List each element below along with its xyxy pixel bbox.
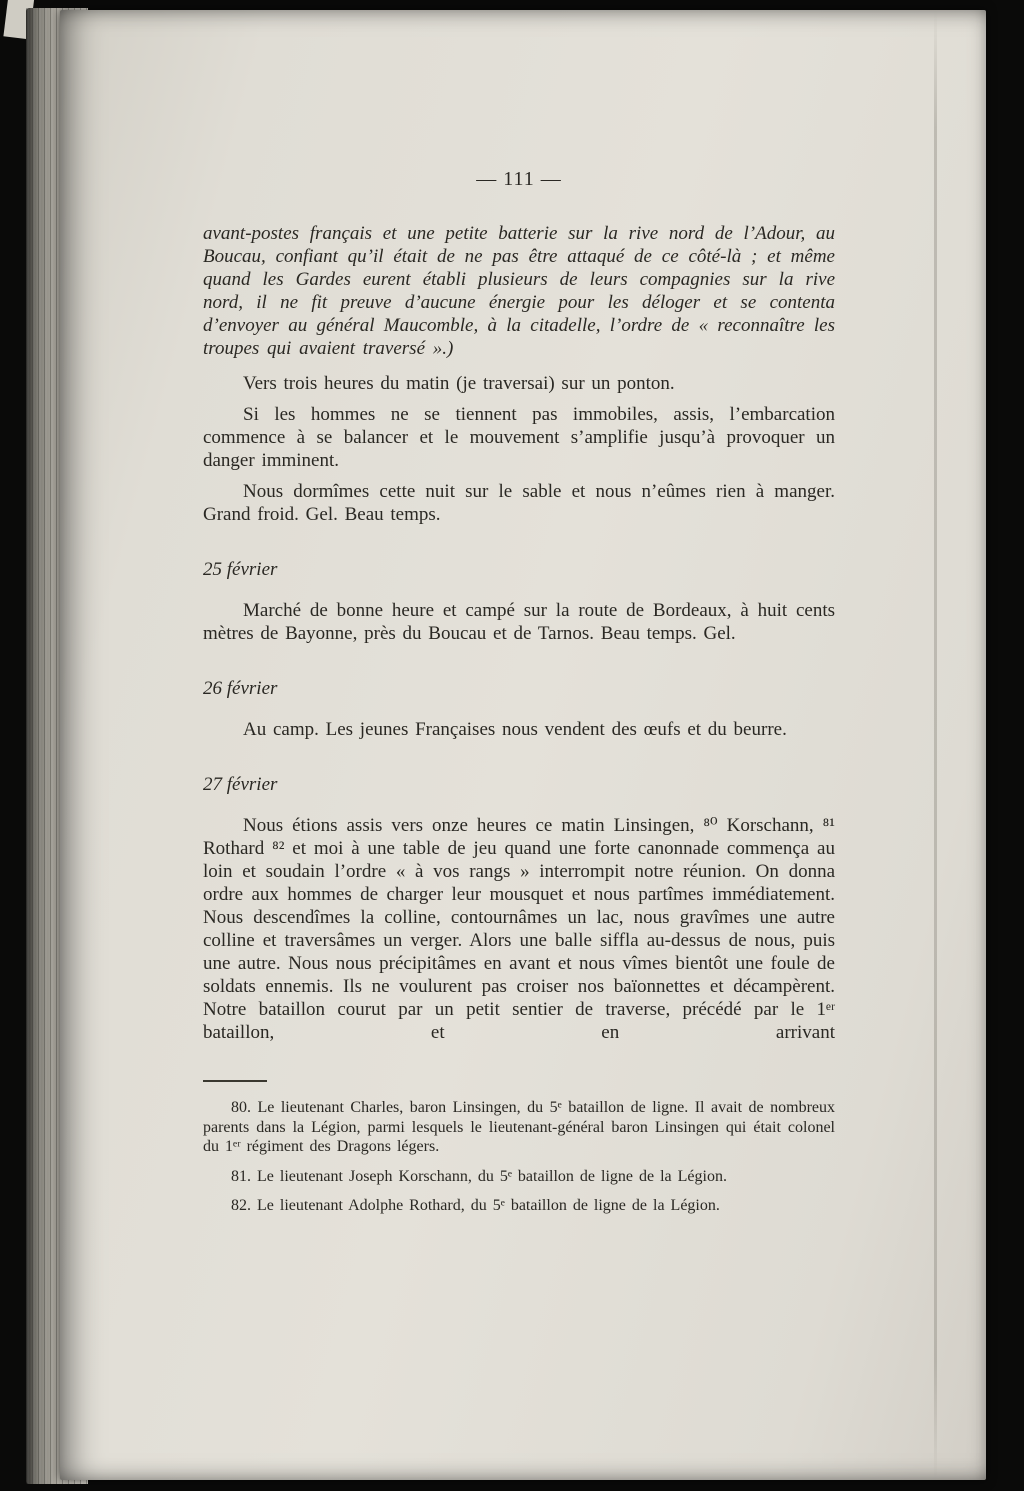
date-heading-26-fevrier: 26 février — [203, 678, 278, 699]
footnote-separator-rule — [203, 1080, 267, 1082]
body-paragraph: Nous étions assis vers onze heures ce matin Linsingen, ⁸⁰ Korschann, ⁸¹ Rothard ⁸² et moi à une table de jeu quand une forte canonnade commença au loin et soudain l’ordre « à vos rangs » interrompit notre réunion. On donna ordre aux hommes de charger leur mousquet et nous partîmes immédiatement. Nous descendîmes la colline, contournâmes un lac, nous gravîmes une autre colline et traversâmes un verger. Alors une balle siffla au-dessus de nous, puis une autre. Nous nous précipitâmes en avant et nous vîmes bientôt une foule de soldats ennemis. Ils ne voulurent pas croiser nos baïonnettes et décampèrent. Notre bataillon courut par un petit sentier de traverse, précédé par le 1ᵉʳ bataillon, et en arrivant — [203, 815, 835, 1043]
body-paragraph: Au camp. Les jeunes Françaises nous vendent des œufs et du beurre. — [243, 719, 787, 740]
body-paragraph: Marché de bonne heure et campé sur la route de Bordeaux, à huit cents mètres de Bayonne, près du Boucau et de Tarnos. Beau temps. Gel. — [203, 600, 835, 644]
book-page — [60, 10, 986, 1480]
footnotes-section — [203, 1080, 835, 1216]
page-number: — 111 — — [476, 168, 562, 190]
quote-continuation-paragraph: avant-postes français et une petite batterie sur la rive nord de l’Adour, au Boucau, confiant qu’il était de ne pas être attaqué de ce côté-là ; et même quand les Gardes eurent établi plusieurs de leurs compagnies sur la rive nord, il ne fit preuve d’aucune énergie pour les déloger et se contenta d’envoyer au général Maucomble, à la citadelle, l’ordre de « reconnaître les troupes qui avaient traversé ».) — [203, 223, 835, 359]
date-heading-27-fevrier: 27 février — [203, 774, 278, 795]
footnote-80: 80. Le lieutenant Charles, baron Linsingen, du 5ᵉ bataillon de ligne. Il avait de nombreux parents dans la Légion, parmi lesquels le lieutenant-général baron Linsingen qui était colonel du 1ᵉʳ régiment des Dragons légers. — [203, 1099, 835, 1155]
date-heading-25-fevrier: 25 février — [203, 559, 278, 580]
page-crease — [934, 10, 937, 1480]
text-block — [203, 222, 835, 1226]
body-paragraph: Nous dormîmes cette nuit sur le sable et nous n’eûmes rien à manger. Grand froid. Gel. Beau temps. — [203, 481, 835, 525]
body-paragraph: Vers trois heures du matin (je traversai) sur un ponton. — [243, 373, 675, 394]
footnote-82: 82. Le lieutenant Adolphe Rothard, du 5ᵉ bataillon de ligne de la Légion. — [231, 1197, 720, 1214]
body-paragraph: Si les hommes ne se tiennent pas immobiles, assis, l’embarcation commence à se balancer et le mouvement s’amplifie jusqu’à provoquer un danger imminent. — [203, 404, 835, 471]
footnote-81: 81. Le lieutenant Joseph Korschann, du 5ᵉ bataillon de ligne de la Légion. — [231, 1167, 727, 1185]
